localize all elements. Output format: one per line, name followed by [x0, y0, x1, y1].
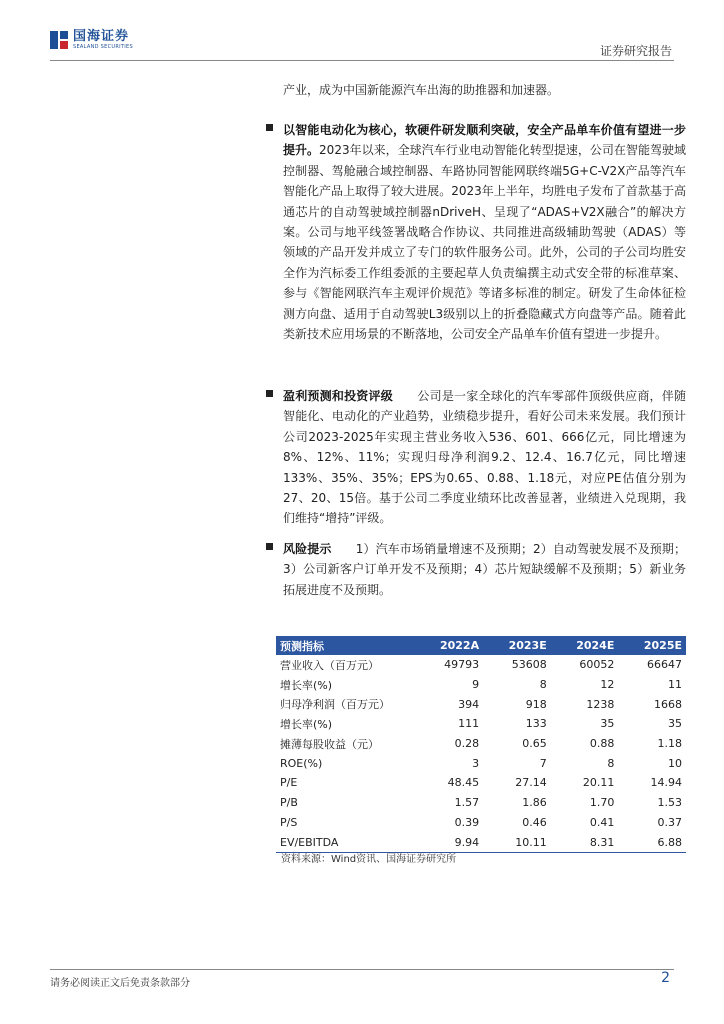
row-label-cell: 营业收入（百万元）: [280, 658, 379, 672]
row-label-cell: P/B: [280, 796, 298, 810]
value-cell: 0.39: [454, 815, 480, 829]
column-header: 2025E: [618, 636, 686, 655]
value-cell: 0.88: [589, 737, 615, 751]
row-label-cell: ROE(%): [280, 756, 323, 770]
logo-name-en: SEALAND SECURITIES: [73, 44, 133, 50]
value-cell: 0.41: [589, 815, 615, 829]
row-label-cell: 摊薄每股收益（元）: [280, 737, 379, 751]
bullet-square-icon: [266, 390, 273, 397]
table-row: [276, 734, 686, 754]
value-cell: 60052: [579, 658, 615, 672]
paragraph-lead: 以智能电动化为核心，软硬件研发顺利突破，安全产品单车价值有望进一步提升。: [283, 123, 686, 158]
value-cell: 394: [458, 697, 480, 711]
value-cell: 1.53: [657, 796, 682, 810]
row-label-cell: 增长率(%): [280, 678, 333, 692]
table-row: [276, 655, 686, 675]
value-cell: 111: [458, 717, 480, 731]
value-cell: 53608: [511, 658, 547, 672]
value-cell: 1.18: [657, 737, 682, 751]
value-cell: 918: [525, 697, 547, 711]
value-cell: 8: [539, 678, 547, 692]
value-cell: 0.46: [522, 815, 547, 829]
table-row: [276, 694, 686, 714]
value-cell: 10: [668, 756, 682, 770]
row-label-cell: P/E: [280, 776, 298, 790]
forecast-table: [276, 636, 686, 853]
paragraph-lead: 风险提示: [283, 542, 332, 556]
value-cell: 12: [600, 678, 615, 692]
bullet-square-icon: [266, 124, 273, 131]
value-cell: 0.65: [522, 737, 547, 751]
paragraph-lead: 盈利预测和投资评级: [283, 389, 393, 403]
value-cell: 0.37: [657, 815, 682, 829]
value-cell: 1668: [654, 697, 682, 711]
logo-mark-icon: [50, 31, 68, 49]
value-cell: 1.86: [522, 796, 547, 810]
value-cell: 27.14: [515, 776, 547, 790]
header-divider: [50, 60, 674, 61]
footer-disclaimer: 请务必阅读正文后免责条款部分: [50, 978, 190, 989]
row-label-cell: 归母净利润（百万元）: [280, 698, 390, 712]
row-label-cell: P/S: [280, 815, 298, 829]
value-cell: 10.11: [483, 832, 551, 852]
value-cell: 8: [607, 756, 615, 770]
value-cell: 35: [600, 717, 615, 731]
page-number: 2: [661, 970, 670, 986]
row-label-cell: EV/EBITDA: [276, 832, 414, 852]
logo-name-cn: 国海证券: [73, 29, 130, 44]
value-cell: 0.28: [454, 737, 480, 751]
table-row: [276, 773, 686, 793]
table-row: [276, 793, 686, 813]
intro-line: 产业，成为中国新能源汽车出海的助推器和加速器。: [283, 83, 560, 97]
value-cell: 133: [525, 717, 547, 731]
value-cell: 3: [472, 756, 480, 770]
value-cell: 49793: [444, 658, 480, 672]
value-cell: 6.88: [618, 832, 686, 852]
row-label-cell: 增长率(%): [280, 717, 333, 731]
paragraph-text: 2023年以来，全球汽车行业电动智能化转型提速，公司在智能驾驶域控制器、驾舱融合域控制器、车路协同智能网联终端5G+C-V2X产品等汽车智能化产品上取得了较大进展。2023年上半年，均胜电子发布了首款基于高通芯片的自动驾驶域控制器nDriveH、呈现了“ADAS+V2X融合”的解决方案。公司与地平线签署战略合作协议、共同推进高级辅助驾驶（ADAS）等领域的产品开发并成立了专门的软件服务公司。此外，公司的子公司均胜安全作为汽标委工作组委派的主要起草人负责编撰主动式安全带的标准草案、参与《智能网联汽车主观评价规范》等诸多标准的制定。研发了生命体征检测方向盘、适用于自动驾驶L3级别以上的折叠隐藏式方向盘等产品。随着此类新技术应用场景的不断落地，公司安全产品单车价值有望进一步提升。: [283, 143, 686, 342]
value-cell: 8.31: [551, 832, 619, 852]
column-header: 2022A: [414, 636, 483, 655]
paragraph-risk: [266, 539, 686, 600]
value-cell: 1238: [586, 697, 615, 711]
column-header: 2024E: [551, 636, 619, 655]
value-cell: 20.11: [582, 776, 615, 790]
footer-divider: [50, 969, 674, 970]
paragraph-forecast-rating: [266, 386, 686, 529]
column-header: 预测指标: [276, 636, 414, 655]
paragraph-intelligent-electric: [266, 120, 686, 344]
value-cell: 9.94: [414, 832, 483, 852]
value-cell: 7: [539, 756, 547, 770]
paragraph-text: 公司是一家全球化的汽车零部件顶级供应商，伴随智能化、电动化的产业趋势，业绩稳步提升，看好公司未来发展。我们预计公司2023-2025年实现主营业务收入536、601、666亿元，同比增速为8%、12%、11%；实现归母净利润9.2、12.4、16.7亿元，同比增速133%、35%、35%；EPS为0.65、0.88、1.18元，对应PE估值分别为27、20、15倍。基于公司二季度业绩环比改善显著，业绩进入兑现期，我们维持“增持”评级。: [283, 389, 686, 526]
table-row: [276, 813, 686, 833]
page-header: [0, 0, 724, 62]
company-logo: [50, 30, 133, 50]
bullet-square-icon: [266, 543, 273, 550]
value-cell: 48.45: [447, 776, 480, 790]
value-cell: 1.57: [454, 796, 480, 810]
value-cell: 66647: [647, 658, 682, 672]
value-cell: 14.94: [650, 776, 682, 790]
table-row: [276, 714, 686, 734]
table-source-note: 资料来源：Wind资讯、国海证券研究所: [281, 854, 457, 865]
value-cell: 1.70: [589, 796, 615, 810]
value-cell: 35: [668, 717, 682, 731]
column-header: 2023E: [483, 636, 551, 655]
table-row: [276, 753, 686, 773]
report-type-label: 证券研究报告: [599, 44, 672, 58]
table-header-row: [276, 636, 686, 655]
value-cell: 9: [472, 678, 480, 692]
value-cell: 11: [668, 678, 682, 692]
table-row: [276, 675, 686, 695]
paragraph-text: 1）汽车市场销量增速不及预期；2）自动驾驶发展不及预期；3）公司新客户订单开发不及预期；4）芯片短缺缓解不及预期；5）新业务拓展进度不及预期。: [283, 542, 686, 597]
